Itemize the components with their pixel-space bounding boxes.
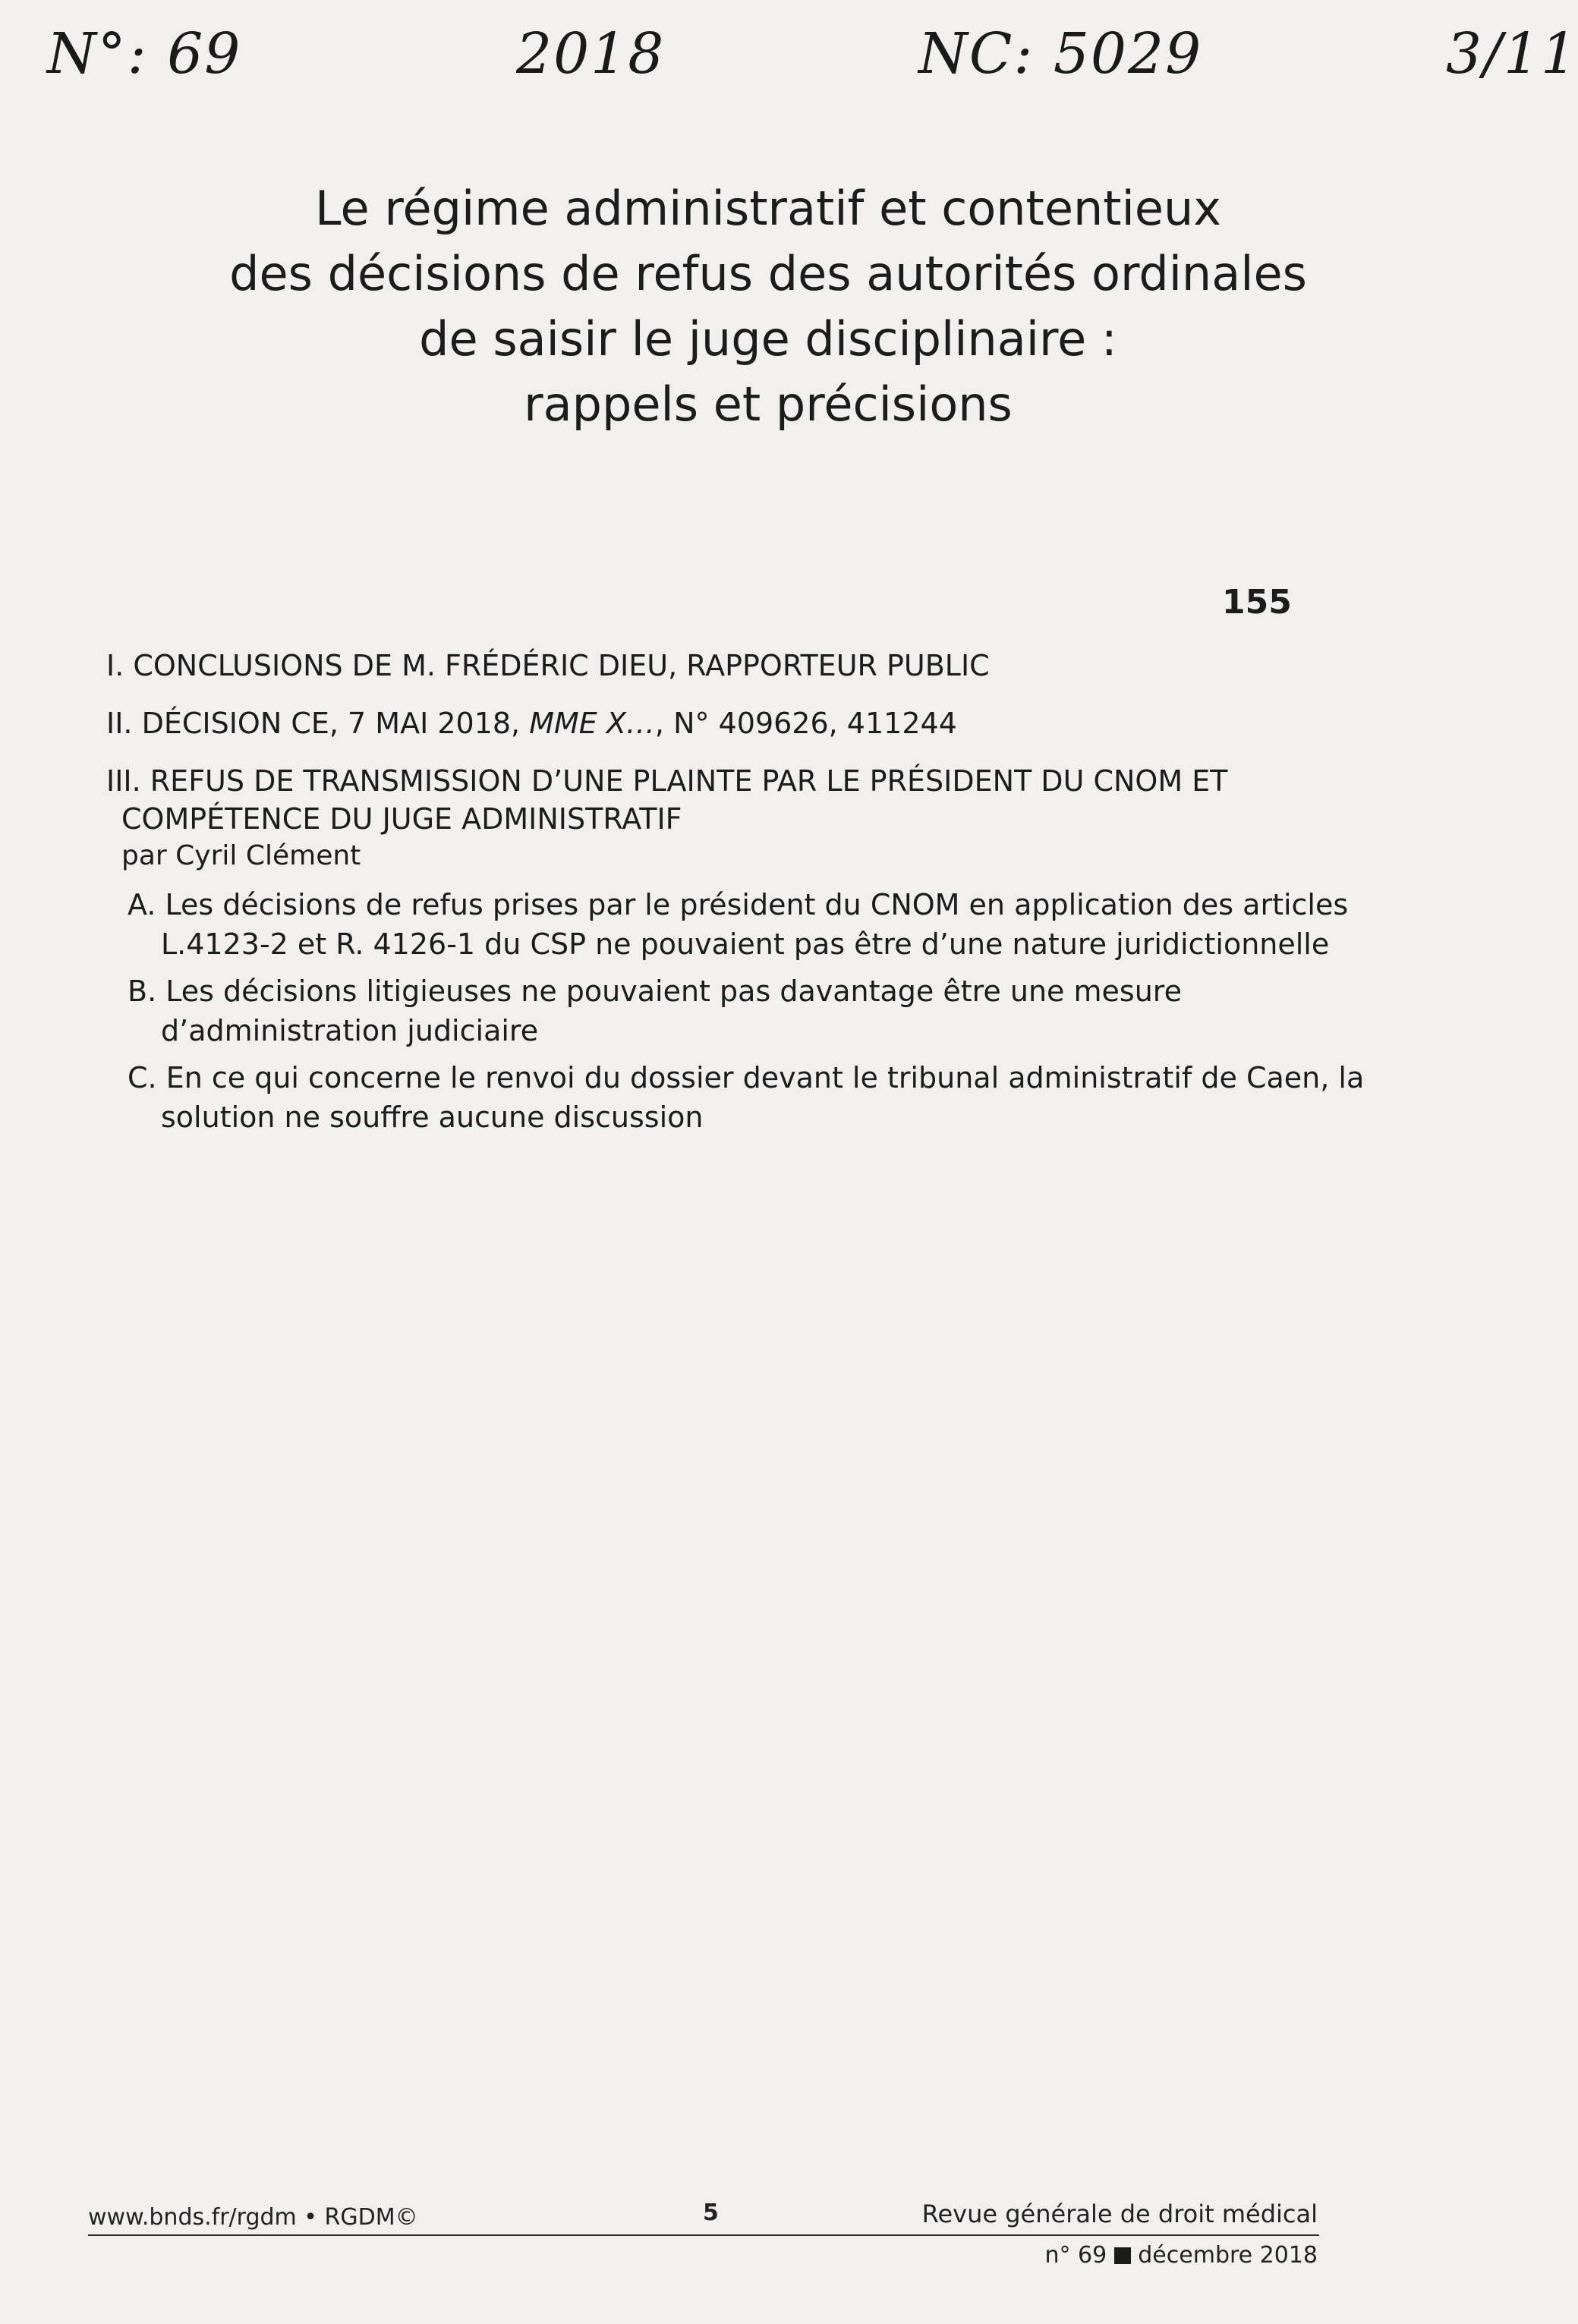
toc-part-3-line1: III. REFUS DE TRANSMISSION D’UNE PLAINTE PAR LE PRÉSIDENT DU CNOM ET — [106, 764, 1228, 798]
square-bullet-icon — [1114, 2247, 1131, 2264]
footer-page-number: 5 — [703, 2200, 719, 2226]
toc-subsection-c: C. En ce qui concerne le renvoi du dossier devant le tribunal administratif de Caen, la solution ne souffre aucune discussion — [128, 1061, 1365, 1134]
toc-part-2 — [106, 704, 1336, 742]
title-line: de saisir le juge disciplinaire : — [419, 311, 1117, 367]
footer-issue-date: décembre 2018 — [1138, 2242, 1318, 2269]
toc-part-2-suffix: , N° 409626, 411244 — [654, 707, 957, 740]
footer-website: www.bnds.fr/rgdm • RGDM© — [88, 2204, 418, 2231]
handwritten-nc-number: NC: 5029 — [918, 21, 1203, 87]
toc-part-3-line2: COMPÉTENCE DU JUGE ADMINISTRATIF — [121, 802, 682, 836]
toc-part-2-prefix: II. DÉCISION CE, 7 MAI 2018, — [106, 707, 530, 740]
footer-divider — [88, 2234, 1319, 2236]
toc-subsection-a: A. Les décisions de refus prises par le président du CNOM en application des articles L.4123-2 et R. 4126-1 du CSP ne pouvaient pas être d’une nature juridictionnelle — [128, 888, 1349, 961]
handwritten-issue-number: N°: 69 — [47, 21, 242, 87]
footer-issue — [1044, 2242, 1318, 2269]
toc-part-2-party: MME X… — [529, 707, 655, 740]
handwritten-year: 2018 — [516, 21, 666, 87]
table-of-contents — [106, 647, 1365, 1145]
article-title — [106, 176, 1430, 437]
toc-part-3 — [106, 762, 1336, 838]
footer-journal-name: Revue générale de droit médical — [921, 2200, 1318, 2228]
title-line: Le régime administratif et contentieux — [315, 181, 1221, 236]
title-line: des décisions de refus des autorités ordinales — [229, 246, 1307, 301]
author-byline: par Cyril Clément — [121, 840, 361, 871]
handwritten-fraction: 3/11 — [1446, 21, 1578, 87]
footer-issue-number: n° 69 — [1044, 2242, 1107, 2269]
title-line: rappels et précisions — [524, 376, 1013, 432]
toc-subsection-b: B. Les décisions litigieuses ne pouvaient pas davantage être une mesure d’administration judiciaire — [128, 975, 1182, 1047]
toc-part-1: I. CONCLUSIONS DE M. FRÉDÉRIC DIEU, RAPPORTEUR PUBLIC — [106, 649, 990, 682]
article-page-number: 155 — [1222, 583, 1292, 622]
